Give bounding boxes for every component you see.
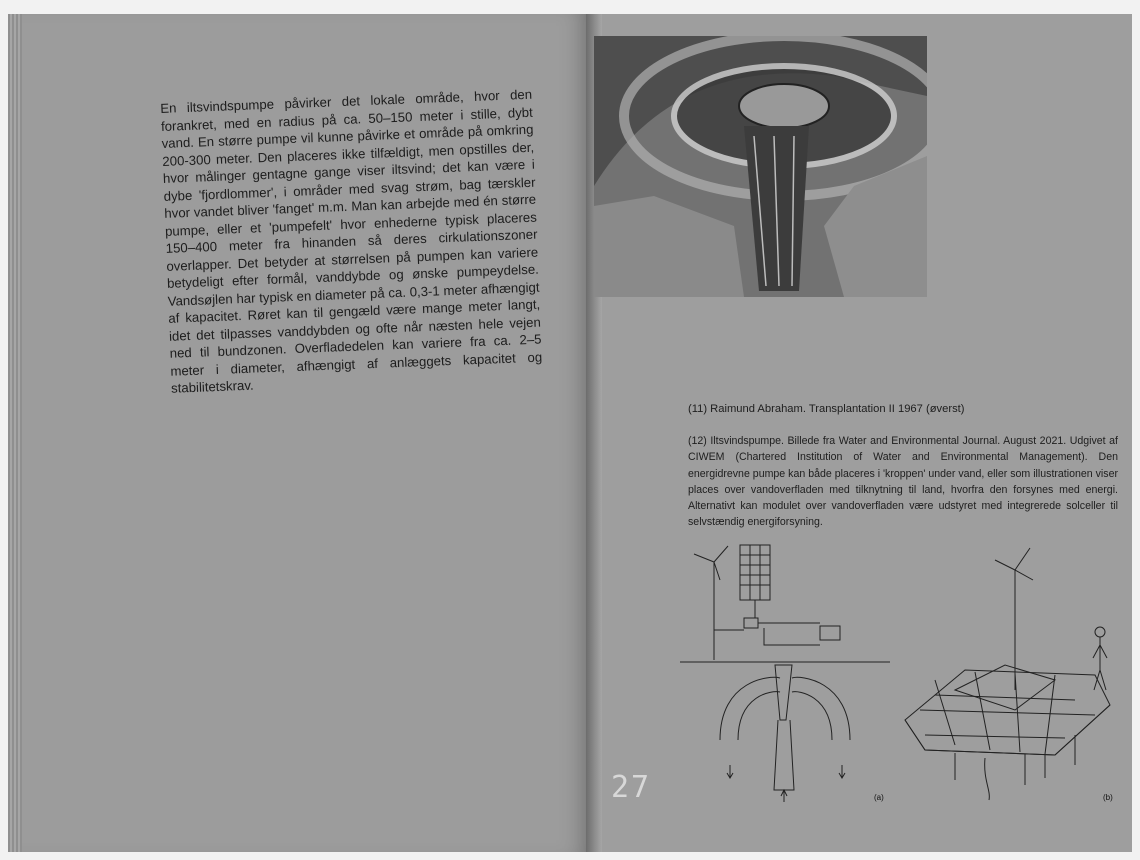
figure-label-b: (b) [1103, 793, 1113, 802]
page-number: 27 [611, 770, 652, 805]
figure-11-caption: (11) Raimund Abraham. Transplantation II 1967 (øverst) [688, 403, 965, 415]
transplantation-photo [594, 36, 927, 297]
left-page-body-text: En iltsvindspumpe påvirker det lokale område, hvor den forankret, med en radius på ca. 50–150 meter i stille, dybt vand. En større pumpe vil kunne påvirke et område på omkring 200-300 meter. Den placeres ikke tilfældigt, men opstilles der, hvor målinger gentagne gange viser iltsvind; det kan være i dybe 'fjordlommer', i områder med svag strøm, bag tærskler hvor vandet bliver 'fanget' m.m. Man kan arbejde med én større pumpe, eller et 'pumpefelt' hvor enhederne typisk placeres 150–400 meter fra hinanden så deres cirkulationszoner overlapper. Det betyder at størrelsen på pumpen kan variere betydeligt efter formål, vanddybde og ønske pumpeydelse. Vandsøjlen har typisk en diameter på ca. 0,3-1 meter afhængigt af kapacitet. Røret kan til gengæld være mange meter langt, idet det tilpasses vanddybden og ofte når næsten hele vejen ned til bundzonen. Overfladedelen kan variere fra ca. 2–5 meter i diameter, afhængigt af anlæggets kapacitet og stabilitetskrav. [160, 86, 543, 396]
figure-12-caption: (12) Iltsvindspumpe. Billede fra Water and Environmental Journal. August 2021. Udgivet af CIWEM (Chartered Institution of Water and Environmental Management). Den energidrevne pumpe kan både placeres i 'kroppen' under vand, eller som illustrationen viser places over vandoverfladen med tilknytning til land, hvorfra den forsynes med energi. Alternativt kan modulet over vandoverfladen være udstyret med integrerede solceller til selvstændig energiforsyning. [688, 435, 1118, 529]
figure-label-a: (a) [874, 793, 884, 802]
pump-diagram-b [895, 540, 1120, 810]
pump-diagram-a [680, 540, 890, 810]
